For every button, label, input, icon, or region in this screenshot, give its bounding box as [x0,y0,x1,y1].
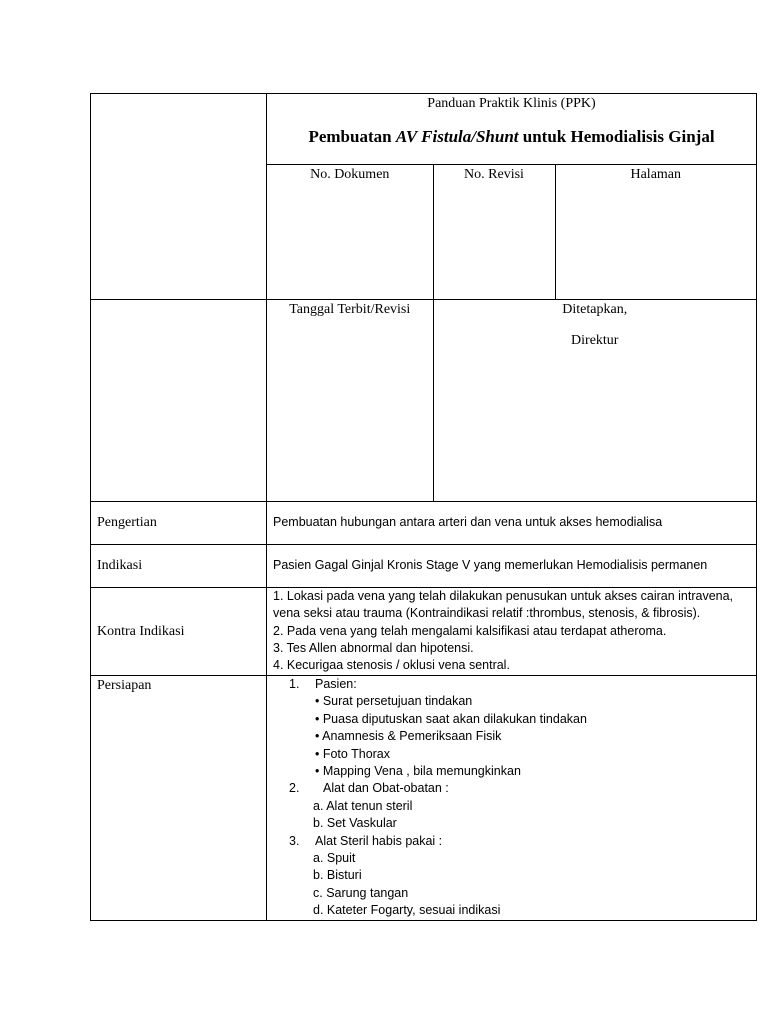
indikasi-row [91,545,757,588]
list-item: • Mapping Vena , bila memungkinkan [315,764,521,779]
section-title: Pasien: [315,677,357,691]
list-item: b. Bisturi [313,868,362,883]
section-title: Alat Steril habis pakai : [315,833,443,848]
logo-cell [91,94,267,300]
kontra-indikasi-cell [267,588,757,676]
pengertian-label: Pengertian [91,502,267,545]
header-row [91,94,757,165]
indikasi-text: Pasien Gagal Ginjal Kronis Stage V yang memerlukan Hemodialisis permanen [267,545,757,588]
list-item: d. Kateter Fogarty, sesuai indikasi [313,903,501,918]
no-revisi-label: No. Revisi [433,165,555,299]
halaman-label: Halaman [555,165,756,299]
date-cell [267,300,757,502]
list-item: a. Alat tenun steril [313,798,413,813]
pengertian-row [91,502,757,545]
kontra-line: 3. Tes Allen abnormal dan hipotensi. [273,640,474,655]
list-item: b. Set Vaskular [313,816,397,831]
ditetapkan-cell [433,300,756,501]
doc-number-cell [267,165,757,300]
ppk-title [267,127,756,147]
section-number: 1. [289,677,300,691]
ppk-document-table [90,93,757,921]
section-number: 2. [289,781,300,796]
kontra-line: vena seksi atau trauma (Kontraindikasi relatif :thrombus, stenosis, & fibrosis). [273,606,701,621]
direktur-label: Direktur [571,333,619,348]
persiapan-cell [267,676,757,921]
section-alat-obat [267,780,756,797]
tanggal-terbit-label: Tanggal Terbit/Revisi [289,302,411,317]
kontra-line: 2. Pada vena yang telah mengalami kalsifikasi atau terdapat atheroma. [273,623,667,638]
title-part2: untuk Hemodialisis Ginjal [518,127,715,146]
kontra-indikasi-label: Kontra Indikasi [91,588,267,676]
persiapan-row [91,676,757,921]
list-item: • Surat persetujuan tindakan [315,694,473,709]
list-item: • Foto Thorax [315,746,391,761]
section-pasien [267,676,756,693]
no-dokumen-label: No. Dokumen [310,167,390,182]
kontra-indikasi-row [91,588,757,676]
list-item: c. Sarung tangan [313,885,409,900]
kontra-line: 1. Lokasi pada vena yang telah dilakukan penusukan untuk akses cairan intravena, [273,589,734,603]
indikasi-label: Indikasi [91,545,267,588]
persiapan-label: Persiapan [91,676,267,921]
empty-left-cell [91,300,267,502]
pengertian-text: Pembuatan hubungan antara arteri dan vena untuk akses hemodialisa [267,502,757,545]
header-cell [267,94,757,165]
title-italic: AV Fistula/Shunt [395,127,519,146]
ditetapkan-label: Ditetapkan, [562,302,628,317]
list-item: • Anamnesis & Pemeriksaan Fisik [315,729,502,744]
list-item: • Puasa diputuskan saat akan dilakukan tindakan [315,711,587,726]
section-alat-steril [267,833,756,850]
persiapan-list [267,676,756,920]
title-part1: Pembuatan [308,127,396,146]
section-number: 3. [289,833,300,848]
list-item: a. Spuit [313,851,356,866]
date-row [91,300,757,502]
section-title: Alat dan Obat-obatan : [323,781,449,796]
ppk-subtitle: Panduan Praktik Klinis (PPK) [427,96,596,111]
kontra-line: 4. Kecurigaa stenosis / oklusi vena sentral. [273,658,510,673]
